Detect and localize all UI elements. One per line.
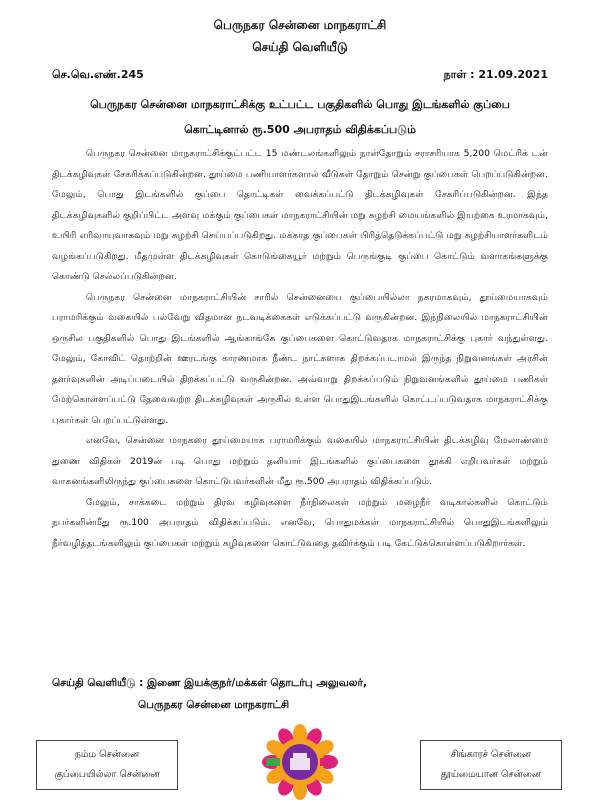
body-text [52, 144, 548, 554]
slogan-right-line-2: தூய்மையான சென்னை [440, 769, 542, 780]
slogan-left-line-1: நம்ம சென்னை [74, 749, 140, 760]
paragraph: பெருநகர சென்னை மாநகராட்சியின் சாரில் சென்னையை குப்பையில்லா நகரமாகவும், தூய்மையாகவும் பராமரிக்கும் வகையில் பல்வேறு விதமான நடவடிக்கைகள் எடுக்கப்பட்டு வருகின்றன. இந்நிலையில் மாநகராட்சியின் ஒருசில பகுதிகளில் பொது இடங்களில் ஆங்காங்கே குப்பைகளை கொட்டுவதாக மாநகராட்சிக்கு புகார் வந்துள்ளது. மேலும், கோவிட் தொற்றின் ஊரடங்கு காரணமாக நீண்ட நாட்களாக திறக்கப்படாமல் இருந்த நிறுவனங்கள் அரசின் தளர்வுகளின் அடிப்படையில் திறக்கப்பட்டு வருகின்றன. அவ்வாறு திறக்கப்படும் நிறுவனங்களில் தூய்மை பணிகள் மேற்கொள்ளப்பட்டு தேவைவற்ற திடக்கழிவுகள் அருகில் உள்ள பொதுஇடங்களில் கொட்டப்படுவதாக மாநகராட்சிக்கு புகார்கள் பெறப்பட்டுள்ளது. [52, 291, 548, 426]
press-release-title [40, 92, 560, 142]
paragraph: மேலும், சாக்கடை மற்றும் திரவ கழிவுகளை நீர்நிலைகள் மற்றும் மழைநீர் வடிகால்களில் கொட்டும் நபர்களின்மீது ரூ.100 அபராதம் விதிக்கப்படும். எனவே, பொதுமக்கள் மாநகராட்சியில் பொதுஇடங்களிலும் நீர்வழித்தடங்களிலும் குப்பைகள் மற்றும் கழிவுகளை கொட்டுவதை தவிர்க்கும் படி கேட்டுக்கொள்ளப்படுகிறார்கள். [52, 496, 548, 549]
slogan-box-right [420, 740, 562, 790]
release-signature [52, 672, 548, 716]
title-line-1: பெருநகர சென்னை மாநகராட்சிக்கு உட்பட்ட பகுதிகளில் பொது இடங்களில் குப்பை [90, 98, 510, 111]
doc-type: செய்தி வெளியீடு [252, 40, 348, 54]
release-line-1: செய்தி வெளியீடு : இணை இயக்குநர்/மக்கள் தொடர்பு அலுவலர், [52, 677, 367, 689]
logo-building-roof [293, 753, 307, 758]
org-name: பெருநகர சென்னை மாநகராட்சி [213, 18, 387, 32]
logo-right-band [320, 758, 334, 766]
logo-building-icon [290, 758, 310, 770]
release-date: நாள் : 21.09.2021 [443, 68, 548, 81]
title-line-2: கொட்டினால் ரூ.500 அபராதம் விதிக்கப்படும் [184, 123, 416, 136]
city-logo-icon [252, 724, 348, 800]
slogan-box-left [36, 740, 178, 790]
paragraph: பெருநகர சென்னை மாநகராட்சிக்குட்பட்ட 15 மண்டலங்களிலும் நாள்தோறும் சராசரியாக 5,200 மெட்ரிக் டன் திடக்கழிவுகள் சேகரிக்கப்படுகின்றன. தூய்மை பணியாளர்களால் வீடுகள் தோறும் சென்று குப்பைகள் பெறப்படுகின்றன. மேலும், பொது இடங்களில் குப்பை தொட்டிகள் வைக்கப்பட்டு திடக்கழிவுகள் சேகரிப்படுகின்றன. இந்த திடக்கழிவுகளில் குறிப்பிட்ட அளவு மக்கும் குப்பைகள் மாநகராட்சியின் மறு சுழற்சி மையங்களில் இயற்கை உரமாகவும், உயிரி எரிவாயுவாகவும் மறு சுழற்சி செய்யப்படுகிறது. மக்காத குப்பைகள் பிரித்தெடுக்கப்பட்டு மறு சுழற்சியாளர்களிடம் வழங்கப்படுகிறது. மீதமுள்ள திடக்கழிவுகள் கொடுங்கையூர் மற்றும் பெருங்குடி குப்பை கொட்டும் வளாகங்களுக்கு கொண்டு செல்லப்படுகின்றன. [52, 148, 548, 282]
slogan-left-line-2: குப்பையில்லா சென்னை [54, 769, 160, 780]
logo-left-band [266, 758, 280, 766]
reference-number: செ.வெ.எண்.245 [52, 68, 144, 81]
slogan-right-line-1: சிங்காரச் சென்னை [450, 749, 532, 760]
release-line-2: பெருநகர சென்னை மாநகராட்சி [138, 699, 290, 711]
paragraph: எனவே, சென்னை மாநகரை தூய்மையாக பராமரிக்கும் வகையில் மாநகராட்சியின் திடக்கழிவு மேலாண்மை துணை விதிகள் 2019ன் படி பொது மற்றும் தனியார் இடங்களில் குப்பைகளை தூக்கி எறிபவர்கள் மற்றும் வாகனங்களிலிருந்து குப்பைகளை கொட்டுபவர்களின் மீது ரூ.500 அபராதம் விதிக்கப்படும். [52, 435, 548, 487]
